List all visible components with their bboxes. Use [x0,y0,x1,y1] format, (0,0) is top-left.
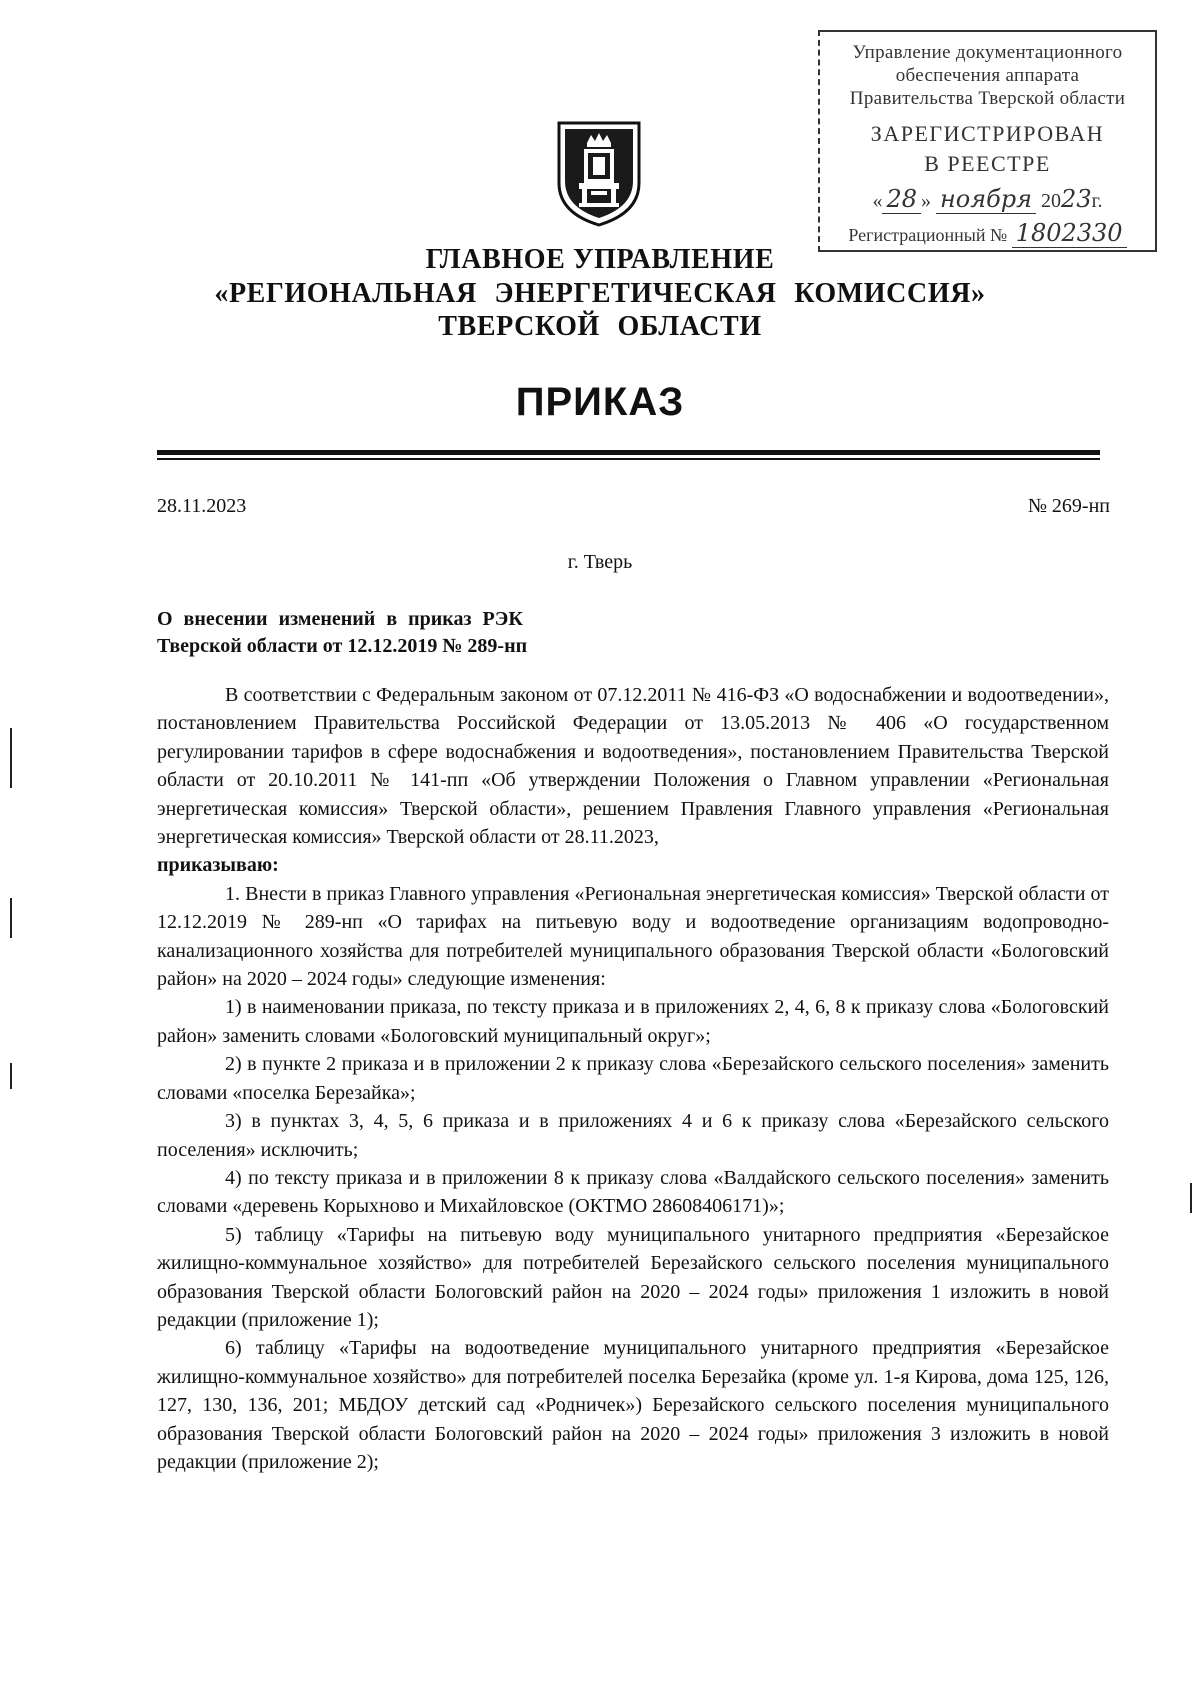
stamp-line: Правительства Тверской области [849,88,1126,109]
document-number: № 269-нп [1027,495,1110,517]
header-line-3: ТВЕРСКОЙ ОБЛАСТИ [438,311,762,342]
subitem-paragraph: 2) в пункте 2 приказа и в приложении 2 к приказу слова «Березайского сельского поселения» заменить словами «поселка Березайка»; [157,1053,1109,1104]
preamble-paragraph: В соответствии с Федеральным законом от 07.12.2011 № 416-ФЗ «О водоснабжении и водоотведении», постановлением Правительства Российской Федерации от 13.05.2013 № 406 «О государственном регулировании тарифов в сфере водоснабжения и водоотведения», постановлением Правительства Тверской области от 20.10.2011 № 141-пп «Об утверждении Положения о Главном управлении «Региональная энергетическая комиссия» Тверской области», решением Правления Главного управления «Региональная энергетическая комиссия» Тверской области от 28.11.2023, [157,684,1109,849]
stamp-line: Управление документационного [852,42,1123,63]
header-line-2: «РЕГИОНАЛЬНАЯ ЭНЕРГЕТИЧЕСКАЯ КОМИССИЯ» [214,278,986,309]
registration-stamp [818,30,1157,252]
header-line-1: ГЛАВНОЕ УПРАВЛЕНИЕ [425,244,775,275]
subject-line-2: Тверской области от 12.12.2019 № 289-нп [157,635,528,657]
document-type-title: ПРИКАЗ [515,380,685,424]
item-1-paragraph: 1. Внести в приказ Главного управления «Региональная энергетическая комиссия» Тверской области от 12.12.2019 № 289-нп «О тарифах на питьевую воду и водоотведение организациям водопроводно-канализационного хозяйства для потребителей муниципального образования Тверской области «Бологовский район» на 2020 – 2024 годы» следующие изменения: [157,882,1109,991]
stamp-line: обеспечения аппарата [895,65,1080,86]
scan-edge-mark [1190,1183,1192,1213]
document-date: 28.11.2023 [157,495,247,517]
stamp-status: ЗАРЕГИСТРИРОВАН [870,121,1105,146]
document-city: г. Тверь [567,551,633,573]
scan-edge-mark [10,728,12,788]
stamp-reg-number-value: 1802330 [1012,219,1127,248]
scan-edge-mark [10,1063,12,1089]
stamp-date-day: 28 [882,185,921,214]
subitem-paragraph: 4) по тексту приказа и в приложении 8 к приказу слова «Валдайского сельского поселения» заменить словами «деревень Корыхново и Михайловское (ОКТМО 28608406171)»; [157,1166,1109,1218]
document-subject [157,606,527,660]
stamp-status: В РЕЕСТРЕ [924,151,1051,176]
tver-coat-of-arms-icon [557,121,641,227]
order-word: приказываю: [157,854,279,877]
document-body [157,681,1109,1476]
stamp-date-year: 23 [1061,185,1092,213]
stamp-date: « 28 » ноября 2023г. [872,185,1103,213]
subitem-paragraph: 5) таблицу «Тарифы на питьевую воду муниципального унитарного предприятия «Березайское жилищно-коммунальное хозяйство» для потребителей Березайского сельского поселения муниципального образования Тверской области Бологовский район на 2020 – 2024 годы» приложения 1 изложить в новой редакции (приложение 1); [157,1223,1109,1331]
stamp-date-month: ноября [936,185,1036,214]
subject-line-1: О внесении изменений в приказ РЭК [157,608,523,630]
scan-edge-mark [10,898,12,938]
header-rule-thin [157,458,1100,460]
stamp-registration-number: Регистрационный № 1802330 [820,219,1155,249]
subitem-paragraph: 6) таблицу «Тарифы на водоотведение муниципального унитарного предприятия «Березайское жилищно-коммунальное хозяйство» для потребителей поселка Березайка (кроме ул. 1-я Кирова, дома 125, 126, 127, 130, 136, 201; МБДОУ детский сад «Родничек») Березайского сельского поселения муниципального образования Тверской области Бологовский район на 2020 – 2024 годы» приложения 3 изложить в новой редакции (приложение 2); [157,1337,1109,1473]
subitem-paragraph: 1) в наименовании приказа, по тексту приказа и в приложениях 2, 4, 6, 8 к приказу слова «Бологовский район» заменить словами «Бологовский муниципальный округ»; [157,996,1109,1047]
subitem-paragraph: 3) в пунктах 3, 4, 5, 6 приказа и в приложениях 4 и 6 к приказу слова «Березайского сельского поселения» исключить; [157,1110,1109,1161]
header-rule-thick [157,450,1100,455]
